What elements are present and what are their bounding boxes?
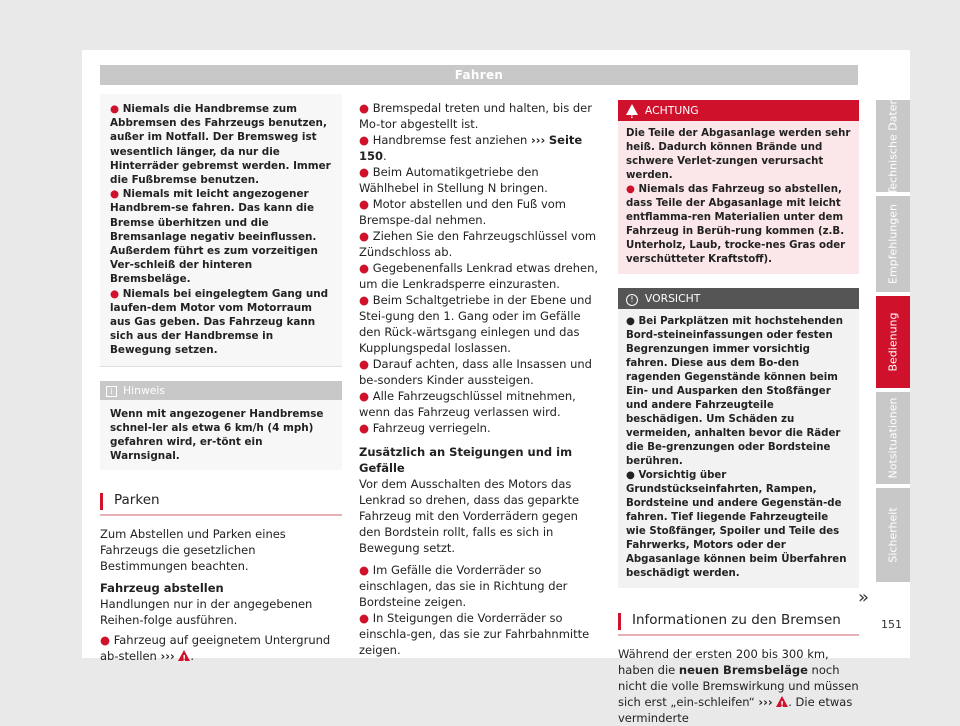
vorsicht-label: VORSICHT: [644, 292, 701, 305]
vorsicht-item: ● Vorsichtig über Grundstückseinfahrten, Rampen, Bordsteine und andere Gegenstän-de fahren. Tief liegende Fahrzeugteile wie Stoßfänger, Spoiler und Teile des Fahrwerks, Motors oder der Abgasanlage können beim Überfahren beschädigt werden.: [626, 470, 847, 579]
continue-mark: »: [858, 587, 870, 608]
vorsicht-header: [618, 288, 859, 309]
list-item: ● Ziehen Sie den Fahrzeugschlüssel vom Zündschloss ab.: [359, 229, 597, 259]
list-item: ● Motor abstellen und den Fuß vom Bremspe-dal nehmen.: [359, 197, 566, 227]
hint-text: Wenn mit angezogener Handbremse schnel-ler als etwa 6 km/h (4 mph) gefahren wird, er-tönt ein Warnsignal.: [100, 400, 342, 471]
page-number: 151: [881, 618, 902, 631]
sub-text: Handlungen nur in der angegebenen Reihen-folge ausführen.: [100, 597, 313, 628]
vorsicht-item: ● Bei Parkplätzen mit hochstehenden Bord-steineinfassungen oder festen Begrenzungen immer vorsichtig fahren. Diese aus dem Bo-den ragenden Gegenstände können beim Ein- und Ausparken den Stoßfänger und andere Fahrzeugteile beschädigen. Um Schäden zu vermeiden, anhalten bevor die Räder die Be-grenzungen oder Bordsteine berühren.: [626, 316, 843, 467]
warning-item: ● Niemals mit leicht angezogener Handbrem-se fahren. Das kann die Bremse überhitzen und die Bremsanlage negativ beeinflussen. Außerdem führt es zum vorzeitigen Ver-schleiß der hinteren Bremsbeläge.: [110, 188, 318, 286]
warning-triangle-icon: [776, 696, 788, 707]
warning-item: ● Niemals bei eingelegtem Gang und laufen-dem Motor vom Motorraum aus Gas geben. Das Fahrzeug kann sich aus der Handbremse in Bewegung setzen.: [110, 287, 329, 357]
subheading: Zusätzlich an Steigungen und im Gefälle: [359, 445, 573, 475]
tab-technische-daten[interactable]: Technische Daten: [876, 100, 910, 192]
list-item: ● Beim Schaltgetriebe in der Ebene und Stei-gung den 1. Gang oder im Gefälle den Rück-wärtsgang einlegen und das Kupplungspedal loslassen.: [359, 293, 592, 355]
list-item: ● Fahrzeug verriegeln.: [359, 421, 491, 435]
achtung-item: ● Niemals das Fahrzeug so abstellen, dass Teile der Abgasanlage mit leicht entflamma-ren Materialien unter dem Fahrzeug in Berüh-rung kommen (z.B. Unterholz, Laub, trocke-nes Gras oder verschütteter Kraftstoff).: [626, 184, 846, 265]
achtung-lead: Die Teile der Abgasanlage werden sehr heiß. Dadurch können Brände und schwere Verlet-zungen verursacht werden.: [626, 128, 851, 181]
list-item: ● Bremspedal treten und halten, bis der Mo-tor abgestellt ist.: [359, 101, 592, 131]
achtung-label: ACHTUNG: [644, 104, 699, 117]
warning-item: ● Niemals die Handbremse zum Abbremsen des Fahrzeugs benutzen, außer im Notfall. Der Bremsweg ist wesentlich länger, da nur die Hinterräder gebremst werden. Immer die Fußbremse benutzen.: [110, 103, 331, 187]
list-item: ● Im Gefälle die Vorderräder so einschlagen, das sie in Richtung der Bordsteine zeigen.: [359, 563, 568, 609]
list-item: ● Alle Fahrzeugschlüssel mitnehmen, wenn das Fahrzeug verlassen wird.: [359, 389, 576, 419]
caution-icon: !: [626, 294, 638, 306]
achtung-body: [618, 121, 859, 274]
list-item: ● Fahrzeug auf geeignetem Untergrund ab-stellen ››› ! .: [100, 632, 342, 664]
achtung-header: [618, 100, 859, 121]
body-text: Während der ersten 200 bis 300 km, haben die neuen Bremsbeläge noch nicht die volle Bremswirkung und müssen sich erst „ein-schleifen“ ››› ! . Die etwas verminderte: [618, 646, 859, 726]
hint-header: [100, 381, 342, 400]
tab-empfehlungen[interactable]: Empfehlungen: [876, 196, 910, 292]
warning-triangle-icon: [178, 650, 190, 661]
tab-notsituationen[interactable]: Notsituationen: [876, 392, 910, 484]
column-right: [618, 100, 859, 726]
hint-label: Hinweis: [123, 383, 166, 397]
section-title-parken: Parken: [100, 492, 342, 516]
page-header: Fahren: [100, 65, 858, 85]
vorsicht-body: [618, 309, 859, 588]
page-reference-link[interactable]: Seite 150: [359, 133, 583, 163]
column-left: [100, 94, 342, 664]
info-icon: i: [106, 386, 117, 397]
subheading: Fahrzeug abstellen: [100, 581, 224, 596]
list-item: ● Beim Automatikgetriebe den Wählhebel in Stellung N bringen.: [359, 165, 548, 195]
list-item: ● Handbremse fest anziehen ››› Seite 150.: [359, 133, 583, 163]
tab-bedienung[interactable]: Bedienung: [876, 296, 910, 388]
section-title-bremsen: Informationen zu den Bremsen: [618, 612, 859, 636]
list-item: ● Darauf achten, dass alle Insassen und be-sonders Kinder aussteigen.: [359, 357, 592, 387]
warning-box: [100, 94, 342, 367]
list-item: ● In Steigungen die Vorderräder so einschla-gen, das sie zur Fahrbahnmitte zeigen.: [359, 611, 590, 657]
warning-triangle-icon: [626, 104, 638, 115]
column-middle: [359, 100, 602, 658]
list-item: ● Gegebenenfalls Lenkrad etwas drehen, um die Lenkradsperre einzurasten.: [359, 261, 599, 291]
sub-text: Vor dem Ausschalten des Motors das Lenkrad so drehen, dass das geparkte Fahrzeug mit den Vorderrädern gegen den Bordstein rollt, falls es sich in Bewegung setzt.: [359, 477, 580, 555]
tab-sicherheit[interactable]: Sicherheit: [876, 488, 910, 582]
intro-text: Zum Abstellen und Parken eines Fahrzeugs die gesetzlichen Bestimmungen beachten.: [100, 527, 286, 574]
